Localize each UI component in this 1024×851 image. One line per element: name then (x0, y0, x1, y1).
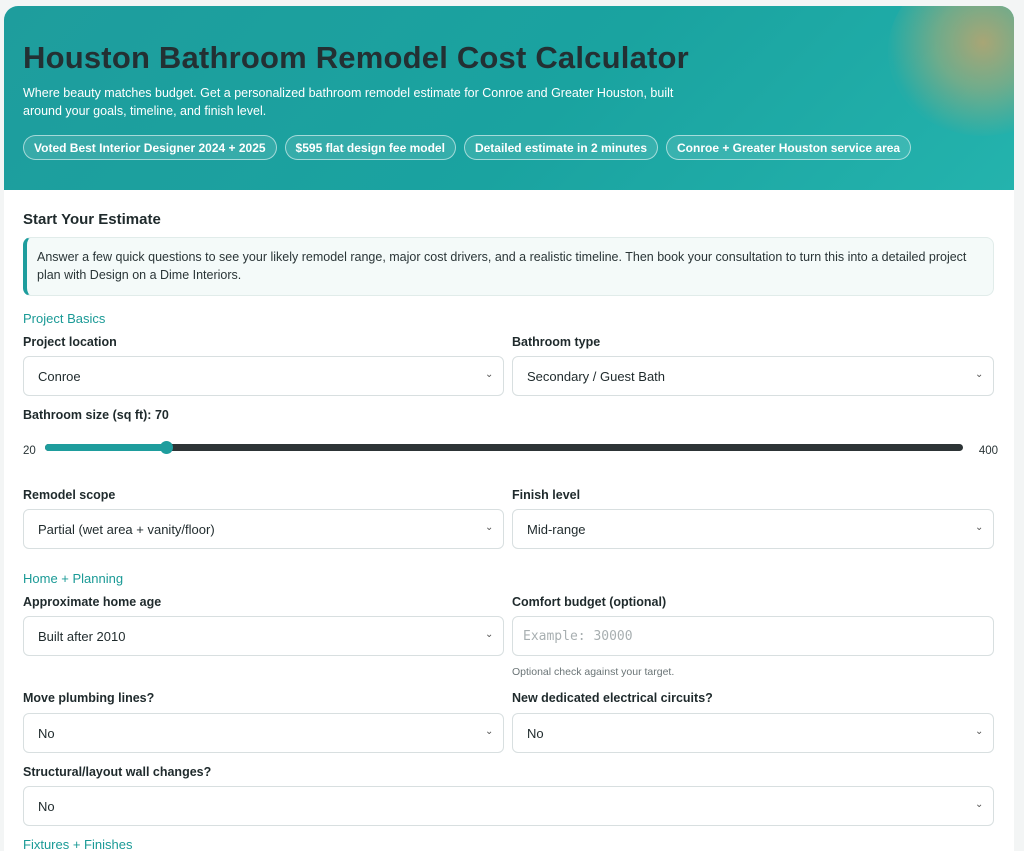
section-home-planning: Home + Planning (23, 571, 124, 586)
slider-thumb[interactable] (160, 441, 173, 454)
badge-award: Voted Best Interior Designer 2024 + 2025 (23, 135, 277, 160)
comfort-budget-input[interactable] (512, 616, 994, 656)
chevron-down-icon: ⌄ (485, 522, 494, 533)
decorative-orb (888, 6, 1014, 136)
remodel-scope-select-value: Partial (wet area + vanity/floor) (38, 521, 215, 537)
structural-label: Structural/layout wall changes? (23, 765, 212, 779)
slider-track[interactable] (45, 444, 963, 451)
chevron-down-icon: ⌄ (485, 629, 494, 640)
page-title: Houston Bathroom Remodel Cost Calculator (23, 40, 689, 75)
plumbing-label: Move plumbing lines? (23, 691, 155, 705)
chevron-down-icon: ⌄ (485, 369, 494, 380)
bathroom-type-label: Bathroom type (512, 335, 601, 349)
structural-select[interactable] (23, 786, 994, 826)
electrical-select[interactable] (512, 713, 994, 753)
home-age-select-value: Built after 2010 (38, 628, 126, 644)
hero-header (4, 6, 1014, 190)
plumbing-select[interactable] (23, 713, 504, 753)
chevron-down-icon: ⌄ (485, 726, 494, 737)
home-age-select[interactable] (23, 616, 504, 656)
slider-fill (45, 444, 166, 451)
location-select[interactable] (23, 356, 504, 396)
page-subtitle: Where beauty matches budget. Get a personalized bathroom remodel estimate for Conroe and Greater Houston, built around your goals, timeline, and finish level. (23, 86, 674, 118)
home-age-label: Approximate home age (23, 595, 162, 609)
form-title: Start Your Estimate (23, 211, 161, 228)
electrical-label: New dedicated electrical circuits? (512, 691, 713, 705)
bathroom-type-select-value: Secondary / Guest Bath (527, 368, 666, 384)
slider-min-label: 20 (23, 445, 36, 457)
finish-level-label: Finish level (512, 488, 581, 502)
electrical-select-value: No (527, 725, 544, 741)
chevron-down-icon: ⌄ (975, 799, 984, 810)
intro-callout: Answer a few quick questions to see your likely remodel range, major cost drivers, and a realistic timeline. Then book your consultation to turn this into a detailed project plan with Design on a Dime Interiors. (23, 237, 994, 296)
bathroom-type-select[interactable] (512, 356, 994, 396)
section-fixtures-finishes: Fixtures + Finishes (23, 837, 133, 851)
finish-level-select-value: Mid-range (527, 521, 586, 537)
slider-max-label: 400 (978, 445, 998, 457)
finish-level-select[interactable] (512, 509, 994, 549)
chevron-down-icon: ⌄ (975, 369, 984, 380)
bathroom-size-slider[interactable] (23, 440, 998, 456)
chevron-down-icon: ⌄ (975, 522, 984, 533)
section-project-basics: Project Basics (23, 311, 106, 326)
bathroom-size-label: Bathroom size (sq ft): 70 (23, 408, 169, 422)
badge-list (23, 135, 911, 160)
chevron-down-icon: ⌄ (975, 726, 984, 737)
location-select-value: Conroe (38, 368, 81, 384)
estimate-form-card (4, 190, 1014, 851)
remodel-scope-select[interactable] (23, 509, 504, 549)
comfort-budget-label: Comfort budget (optional) (512, 595, 667, 609)
location-label: Project location (23, 335, 117, 349)
badge-estimate-time: Detailed estimate in 2 minutes (464, 135, 658, 160)
badge-service-area: Conroe + Greater Houston service area (666, 135, 911, 160)
remodel-scope-label: Remodel scope (23, 488, 116, 502)
comfort-budget-hint: Optional check against your target. (512, 666, 675, 678)
plumbing-select-value: No (38, 725, 55, 741)
badge-design-fee: $595 flat design fee model (285, 135, 456, 160)
structural-select-value: No (38, 798, 55, 814)
